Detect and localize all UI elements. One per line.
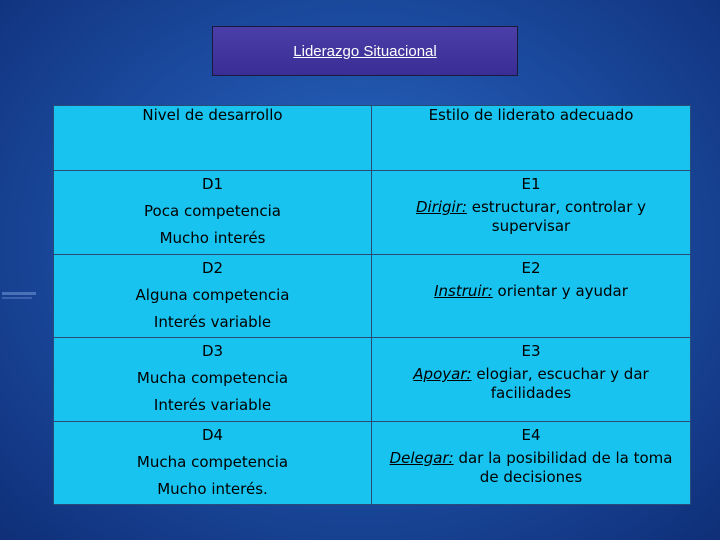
level-competence: Alguna competencia (135, 285, 290, 304)
style-detail: orientar y ayudar (492, 281, 628, 300)
style-cell (372, 421, 691, 505)
level-competence: Mucha competencia (136, 452, 289, 471)
style-verb: Instruir: (434, 281, 493, 300)
level-cell (54, 254, 372, 337)
table-row (54, 338, 691, 421)
header-leadership-style: Estilo de liderato adecuado (372, 106, 691, 171)
level-cell (54, 338, 372, 421)
style-code: E2 (521, 258, 541, 277)
style-verb: Apoyar: (413, 365, 472, 384)
header-development-level: Nivel de desarrollo (54, 106, 372, 171)
table-row (54, 254, 691, 337)
level-code: D2 (201, 258, 224, 277)
title-box (212, 26, 518, 76)
style-verb: Delegar: (389, 448, 454, 467)
style-code: E3 (521, 342, 541, 361)
table-header-row (54, 106, 691, 171)
slide-title: Liderazgo Situacional (293, 42, 437, 60)
level-interest: Mucho interés (159, 229, 266, 248)
leadership-table (53, 105, 691, 505)
level-interest: Mucho interés. (157, 479, 268, 498)
style-description (372, 282, 690, 301)
style-verb: Dirigir: (415, 198, 467, 217)
style-description (372, 449, 690, 487)
table-row (54, 171, 691, 254)
level-code: D3 (201, 342, 224, 361)
style-cell (372, 338, 691, 421)
level-cell (54, 171, 372, 254)
level-code: D1 (201, 175, 224, 194)
style-description (372, 198, 690, 236)
style-detail: dar la posibilidad de la toma de decisiones (453, 448, 673, 486)
level-interest: Interés variable (153, 312, 272, 331)
partial-logo-icon (0, 284, 40, 308)
level-competence: Poca competencia (144, 202, 281, 221)
style-description (372, 365, 690, 403)
style-detail: estructurar, controlar y supervisar (466, 198, 647, 236)
style-detail: elogiar, escuchar y dar facilidades (471, 365, 649, 403)
style-cell (372, 254, 691, 337)
style-code: E1 (521, 175, 541, 194)
table-row (54, 421, 691, 505)
level-code: D4 (201, 425, 224, 444)
level-competence: Mucha competencia (136, 369, 289, 388)
style-code: E4 (521, 425, 541, 444)
style-cell (372, 171, 691, 254)
level-interest: Interés variable (153, 396, 272, 415)
level-cell (54, 421, 372, 505)
